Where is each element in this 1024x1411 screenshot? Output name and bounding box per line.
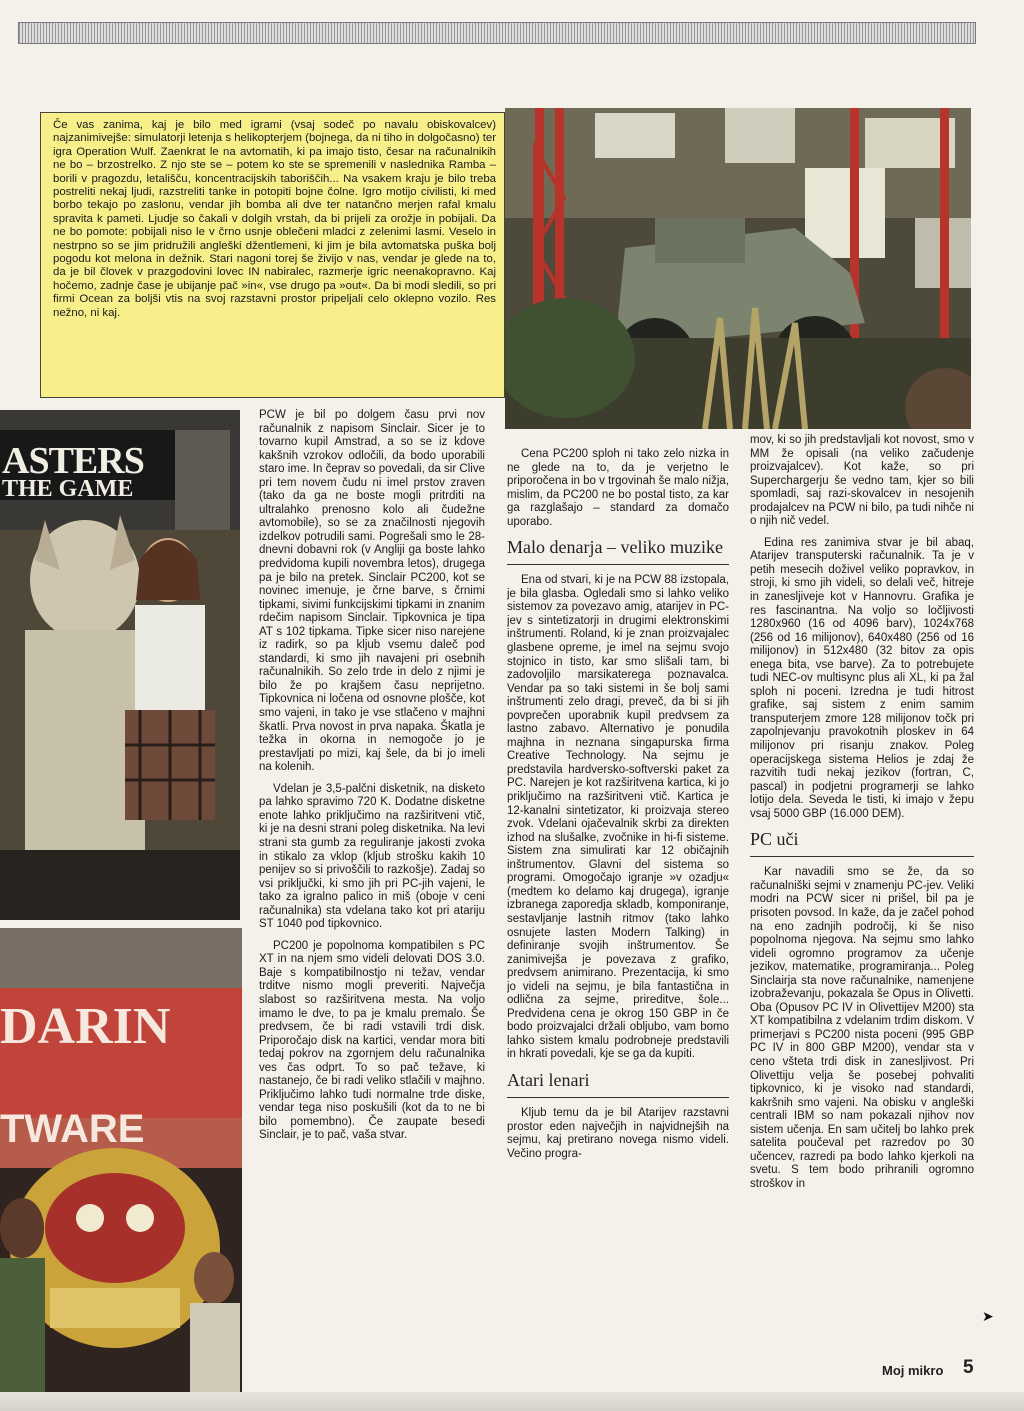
article-paragraph: PCW je bil po dolgem času prvi nov računalnik z napisom Sinclair. Sicer je to tovarno kupil Amstrad, a so se iz kdove kakšnih vzrokov odločili, da bodo uporabili staro ime. In čeprav so povedali, da sir Clive pri tem novem čudu ni imel prstov zraven (tako da ga ne boste mogli pritrditi na ultralahko prenosno kolo ali čudežne avtomobile), so se za značilnosti njegovih izdelkov potrudili sami. Pogrešali smo le 28-dnevni dobavni rok (v Angliji ga boste lahko predvidoma kupili novembra letos), drugega pa je bilo na pretek. Sinclair PC200, kot se novinec imenuje, je črne barve, s črnimi tipkami, sivimi funkcijskimi tipkami in znanim rdečim napisom Sinclair. Tipkovnica je tipa AT s 102 tipkama. Tipke sicer niso narejene iz radirk, so pa kljub vsemu daleč pod standardi, ki smo jih navajeni pri osebnih računalnikih. So zelo trde in delo z njimi je bilo že po krajšem času neprijetno. Tipkovnica ni ločena od osnovne plošče, kot smo vajeni, in tako je vse stlačeno v majhni škatli. Prva novost in prva napaka. Škatla je težka in okorna in nemogoče jo je prestavljati po mizi, kaj šele, da bi jo imeli na kolenih. [259,409,485,774]
section-heading-music: Malo denarja – veliko muzike [507,537,729,565]
intro-box [40,112,505,398]
article-paragraph: Kar navadili smo se že, da so računalniški sejmi v znamenju PC-jev. Veliki modri na PCW sicer ni prišel, bil pa je prisoten povsod. In kaže, da je začel pohod na eno zadnjih področij, ki še niso popolnoma njegova. Na sejmu smo lahko videli ogromno programov za učenje jezikov, matematike, programiranja... Poleg Sinclairja sta nove računalnike, namenjene izobraževanju, pokazala še Opus in Olivetti. Oba (Opusov PC IV in Olivettijev M200) sta XT kompatibilna z vdelanim trdim diskom. V primerjavi s PC200 nista poceni (995 GBP PC IV in 800 GBP M200), vendar sta v ceno všteta trdi disk in zanesljivost. Pri Olivettiju velja še posebej pohvaliti tipkovnico, ki je visoko nad standardi, kakršnih smo vajeni. Na obisku v angleški centrali IBM so nam pokazali njihov nov sistem učenja. En sam učitelj bo lahko prek satelita poučeval pet razredov po 30 učencev, razredi pa bodo lahko kjerkoli na svetu. S tem bodo prihranili ogromno stroškov in [750,866,974,1190]
column-middle [259,409,485,1394]
article-paragraph: Ena od stvari, ki je na PCW 88 izstopala, je bila glasba. Ogledali smo si lahko veliko sistemov za povezavo amig, atarijev in PC-jev s sintetizatorji in drugimi elektronskimi inštrumenti. Roland, ki je znan proizvajalec glasbene opreme, je imel na sejmu svojo stojnico in tisto, kar smo slišali tam, bi zadovoljilo marsikaterega poznavalca. Vendar pa so taki sistemi in še bolj sami inštrumenti zelo dragi, preveč, da bi si jih povprečen uporabnik kupil predvsem za lastno zabavo. Alternativo je ponudila majhna in neznana singapurska firma Creative Technology. Na sejmu je predstavila hardversko-softverski paket za PC. Narejen je kot razširitvena kartica, ki jo priključimo na razširitveni vtič. Kartica je 12-kanalni sintetizator, ki proizvaja stereo zvok. Vdelani ojačevalnik skrbi za direkten izhod na slušalke, zvočnike in hi-fi sisteme. Sistem zna simulirati kar 12 običajnih inštrumentov. Glavni del sistema so programi. Omogočajo igranje »v ozadju« (medtem ko delamo kaj drugega), igranje izbranega zaporedja skladb, komponiranje, sestavljanje lastnih ritmov (tako lahko osnujete lasten Modern Talking) in definiranje svojih inštrumentov. Še zanimivejša je povezava z grafiko, predvsem animirano. Prezentacija, ki smo jo videli na sejmu, je bila fantastična in odlična za sejme, prireditve, šole... Predvidena cena je okrog 150 GBP in če bodo proizvajalci držali obljubo, vam bomo lahko sistem kmalu podrobneje predstavili in hkrati povedali, kje se ga da kupiti. [507,574,729,1061]
armored-vehicle-photo [505,108,971,429]
mandarin-sign-line2: TWARE [0,1107,145,1151]
article-paragraph: PC200 je popolnoma kompatibilen s PC XT in na njem smo videli delovati DOS 3.0. Baje s kompatibilnostjo ni težav, vendar trditve nismo mogli preveriti. Največja slabost so razširitvena mesta. Na voljo imamo le dve, to pa je kmalu premalo. Še predvsem, če bi radi vstavili trdi disk. Priporočajo disk na kartici, vendar mora biti tedaj pokrov na zgornjem delu računalnika ves čas odprt. To so pač težave, ki nastanejo, če bi radi veliko stlačili v majhno. Priključimo lahko tudi normalne trde diske, vendar tega niso poskušili (kot da to ne bi bilo pomembno). Če zaupate besedi Sinclair, je to pač, vaša stvar. [259,939,485,1142]
top-grid-bar [18,22,976,44]
masters-sign-line2: THE GAME [2,476,134,502]
mandarin-sign-line1: DARIN [0,998,171,1055]
mascot-and-woman-photo [0,410,240,920]
column-right [750,434,974,1330]
masters-sign-line1: ASTERS [2,440,144,482]
article-paragraph: mov, ki so jih predstavljali kot novost, smo v MM že opisali (na veliko začudenje proizvajalcev). Kot kaže, so pri Superchargerju še vedno tam, kjer so bili spomladi, saj razi-skovalcev in nesojenih prodajalcev na PCW ni bilo, pa tudi nihče ni o njih nič vedel. [750,434,974,528]
magazine-brand: Moj mikro [882,1363,944,1378]
article-paragraph: Edina res zanimiva stvar je bil abaq, Atarijev transputerski računalnik. Ta je v petih mesecih doživel veliko popravkov, in stroji, ki smo jih videli, so delali več, hitreje in zanesljiveje kot v Hannovru. Grafika je res fascinantna. Na voljo so ločljivosti 1280x960 (16 od 4096 barv), 1024x768 (256 od 16 milijonov), 640x480 (256 od 16 milijonov) in 512x480 (32 bitov za opis enega bita, vse barve). Za to potrebujete tudi NEC-ov multisync plus ali XL, ki pa žal sploh ni poceni. Izredna je tudi hitrost grafike, saj sistem z enim samim transputerjem zmore 128 milijonov točk pri zapolnjevanju pravokotnih ploskev in 64 milijonov pri risanju znakov. Poleg operacijskega sistema Helios je zdaj že razvitih tudi nekaj jezikov (fortran, C, pascal) in podjetni programerji se lahko lotijo dela. Seveda le tisti, ki imajo v žepu vsaj 5000 GBP (16.000 DEM). [750,536,974,820]
intro-text: Če vas zanima, kaj je bilo med igrami (vsaj sodeč po navalu obiskovalcev) najzanimivejše: simulatorji letenja s helikopterjem (bojnega, da ni tiho in dolgočasno) ter igra Operation Wulf. Zaenkrat le na avtomatih, ki pa imajo tisto, česar na računalnikih ne bo – brzostrelko. Z njo ste se – potem ko ste se spremenili v naslednika Ramba – borili v pragozdu, letališču, koncentracijskih taboriščih... Na vsakem kraju je bilo treba postreliti nekaj ljudi, razstreliti tanke in potopiti bojne čolne. Igro motijo civilisti, ki med borbo tekajo po zaslonu, vendar jih bomba ali dve ter natančno merjen rafal kmalu spravita k pameti. Ljudje so čakali v dolgih vrstah, da bi prijeli za orožje in pobijali. Da ne bo pomote: pobijali niso le v črno usnje oblečeni mladci z zelenimi lasmi. Veselo in nestrpno so se jim pridružili angleški džentlemeni, ki jim je bila avtomatska puška bolj pogodu kot melona in dežnik. Stari nagoni torej še živijo v nas, vendar je glede na to, da je bil človek v prazgodovini lovec IN nabiralec, razmerje igric neenakopravno. Kaj hočemo, zadnje čase je ubijanje pač »in«, vse drugo pa »out«. Da bi modi sledili, so pri firmi Ocean za boljši vtis na svoj razstavni prostor pripeljali celo oklepno vozilo. Res nežno, ni kaj. [53,119,496,319]
article-paragraph: Kljub temu da je bil Atarijev razstavni prostor eden največjih in najvidnejših na sejmu, kaj pretirano novega nismo videli. Večino progra- [507,1106,729,1160]
section-heading-atari: Atari lenari [507,1070,729,1098]
column-center [507,448,729,1394]
section-heading-pc-uci: PC uči [750,829,974,857]
page-bottom-edge [0,1392,1024,1411]
article-paragraph: Cena PC200 sploh ni tako zelo nizka in ne glede na to, da je verjetno le priporočena in bo v trgovinah še malo nižja, mislim, da PC200 ne bo postal tisto, za kar ga razglašajo – standard za domačo uporabo. [507,448,729,528]
article-paragraph: Vdelan je 3,5-palčni disketnik, na disketo pa lahko spravimo 720 K. Dodatne disketne enote lahko priključimo na razširitveni vtič, ki je na desni strani poleg disketnika. Na levi strani sta gumb za reguliranje jakosti zvoka in stikalo za vklop (kljub strošku kakih 10 penijev so si privoščili to razkošje). Zadaj so vsi priključki, ki smo jih pri PC-jih vajeni, le tako za igralno palico in miš (oboje v ceni računalnika) sta vdelana tako kot pri atariju ST 1040 pod tipkovnico. [259,782,485,931]
lion-dance-photo [0,928,242,1392]
page-number: 5 [963,1357,974,1378]
continue-arrow-icon: ➤ [982,1308,994,1324]
